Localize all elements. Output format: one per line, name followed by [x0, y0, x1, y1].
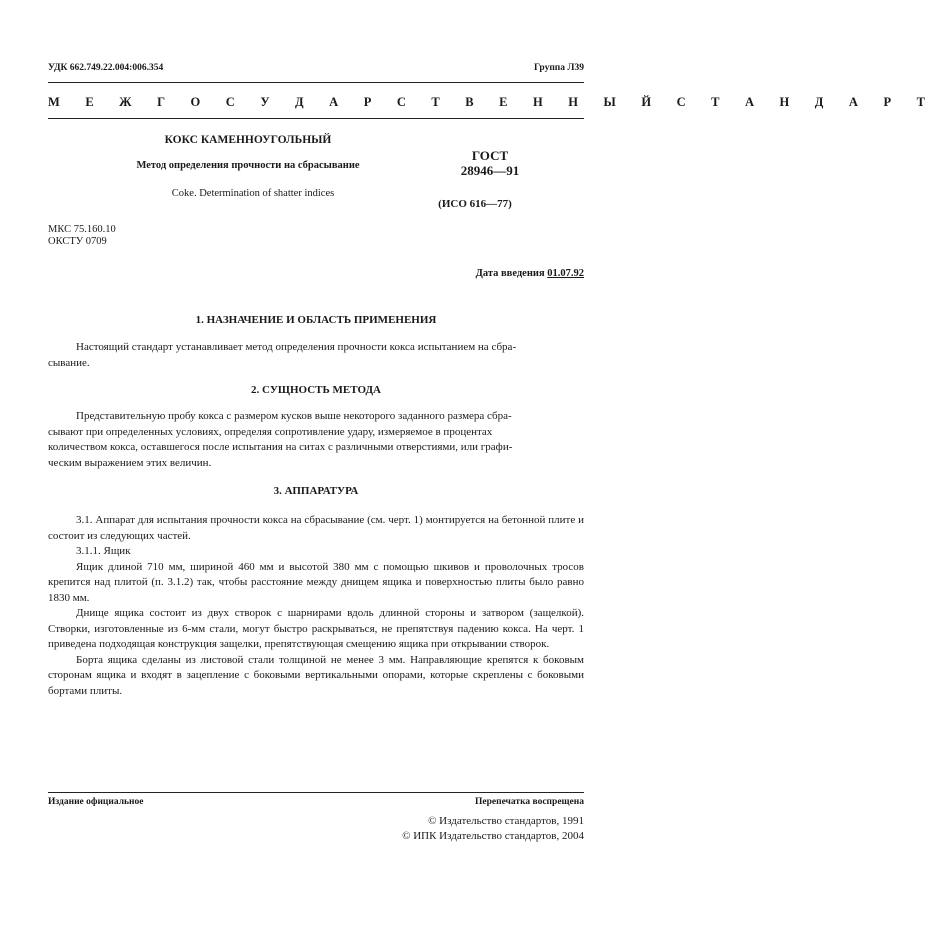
paragraph: Ящик длиной 710 мм, шириной 460 мм и высотой 380 мм с помощью шкивов и проволочных тросов крепится над плитой (п. 3.1.2) так, чтобы расстояние между днищем ящика и поверхностью плиты было равно 1830 мм.: [48, 560, 584, 604]
mks-code: МКС 75.160.10: [48, 224, 116, 235]
document-subtitle: Метод определения прочности на сбрасывание: [136, 160, 360, 171]
paragraph: Днище ящика состоит из двух створок с шарнирами вдоль длинной стороны и затвором (защелкой). Створки, изготовленные из 6-мм стали, могут быстро раскрываться, не препятствуя падению кокса. На черт. 1 приведена подходящая конструкция защелки, препятствующая смещению ящика при открывании створок.: [48, 607, 584, 650]
header-rule-top: [48, 82, 584, 83]
subsection-heading: 3.1.1. Ящик: [76, 545, 131, 557]
text-line: Представительную пробу кокса с размером кусков выше некоторого заданного размера сбра-: [76, 410, 512, 422]
udk-code: УДК 662.749.22.004:006.354: [48, 63, 164, 73]
intro-date-label: Дата введения: [475, 268, 545, 279]
reprint-prohibited: Перепечатка воспрещена: [474, 797, 584, 807]
intro-date: [476, 268, 584, 279]
gost-number: 28946—91: [460, 163, 520, 178]
document-title: КОКС КАМЕННОУГОЛЬНЫЙ: [164, 134, 332, 146]
section-2-text: [48, 409, 584, 471]
iso-reference: (ИСО 616—77): [438, 198, 512, 210]
header-rule-bottom: [48, 118, 584, 119]
text-line: сывают при определенных условиях, определяя сопротивление удару, измеряемое в процентах: [48, 425, 493, 438]
paragraph: 3.1. Аппарат для испытания прочности кокса на сбрасывание (см. черт. 1) монтируется на бетонной плите и состоит из следующих частей.: [48, 514, 584, 542]
paragraph: Борта ящика сделаны из листовой стали толщиной не менее 3 мм. Направляющие крепятся к боковым сторонам ящика и входят в зацепление с боковыми вертикальными опорами, которые скреплены с боковыми бортами плиты.: [48, 653, 584, 697]
official-edition: Издание официальное: [48, 797, 144, 807]
intro-date-value: 01.07.92: [547, 268, 584, 279]
text-line: ческим выражением этих величин.: [48, 456, 212, 469]
text-line: количеством кокса, оставшегося после испытания на ситах с различными отверстиями, или графи-: [48, 441, 513, 453]
text-line: Настоящий стандарт устанавливает метод определения прочности кокса испытанием на сбра-: [76, 341, 517, 353]
okstu-code: ОКСТУ 0709: [48, 236, 107, 247]
text-line: сывание.: [48, 356, 90, 369]
section-2-heading: 2. СУЩНОСТЬ МЕТОДА: [251, 384, 381, 396]
interstate-standard-banner: М Е Ж Г О С У Д А Р С Т В Е Н Н Ы Й С Т А Н Д А Р Т: [48, 95, 936, 109]
gost-label: ГОСТ: [471, 148, 509, 163]
group-code: Группа Л39: [533, 63, 584, 73]
copyright-2004: © ИПК Издательство стандартов, 2004: [402, 830, 584, 842]
copyright-1991: © Издательство стандартов, 1991: [428, 815, 584, 827]
section-3-text: [48, 513, 584, 699]
footer-rule: [48, 792, 584, 793]
section-1-heading: 1. НАЗНАЧЕНИЕ И ОБЛАСТЬ ПРИМЕНЕНИЯ: [195, 314, 437, 326]
section-3-heading: 3. АППАРАТУРА: [273, 485, 359, 497]
section-1-text: [48, 340, 584, 371]
english-title: Coke. Determination of shatter indices: [171, 188, 335, 199]
